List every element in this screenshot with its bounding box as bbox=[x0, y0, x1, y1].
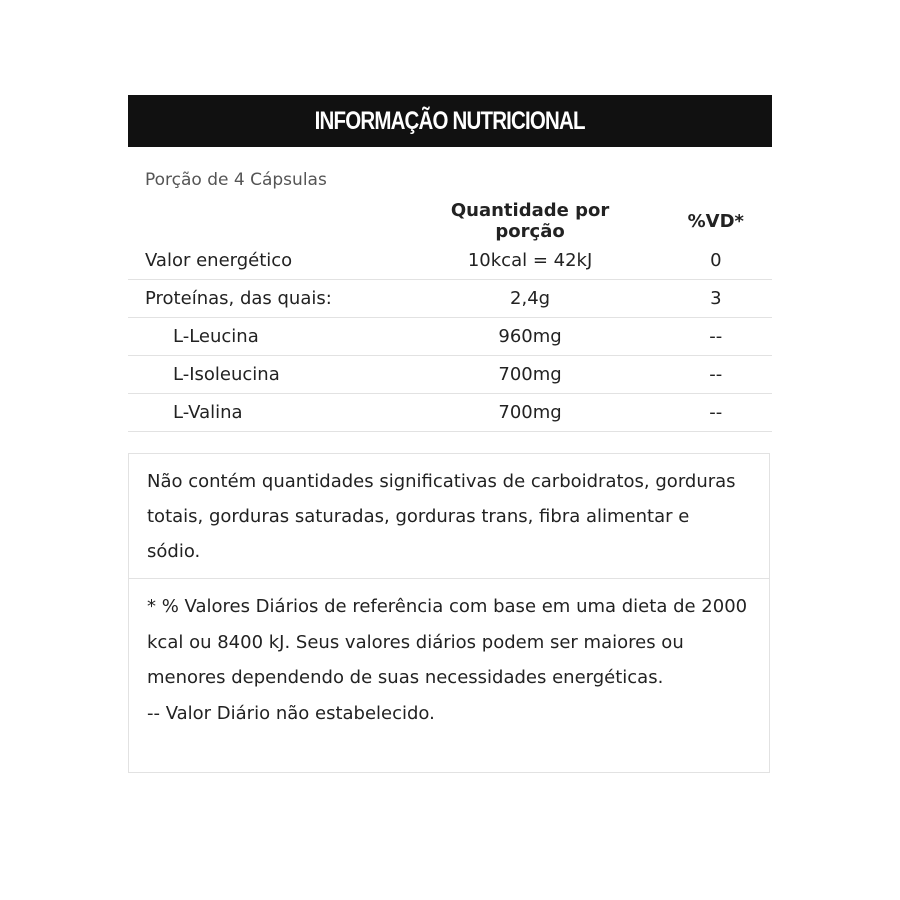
nutrient-quantity: 960mg bbox=[421, 318, 640, 356]
column-header-quantity: Quantidade por porção bbox=[450, 200, 610, 242]
table-header-row bbox=[128, 200, 772, 242]
nutrient-name: L-Leucina bbox=[128, 318, 421, 356]
nutrient-name: L-Isoleucina bbox=[128, 356, 421, 394]
table-row bbox=[128, 394, 772, 432]
notes-box bbox=[128, 453, 770, 773]
nutrient-daily-value: -- bbox=[640, 394, 772, 432]
column-header-nutrient bbox=[128, 200, 421, 242]
nutrient-name: Proteínas, das quais: bbox=[128, 280, 421, 318]
footnotes bbox=[147, 589, 757, 731]
column-header-daily-value: %VD* bbox=[687, 210, 744, 232]
not-contained-note: Não contém quantidades significativas de carboidratos, gorduras totais, gorduras saturadas, gorduras trans, fibra alimentar e sódio. bbox=[147, 471, 736, 562]
nutrient-quantity: 700mg bbox=[421, 394, 640, 432]
table-row bbox=[128, 356, 772, 394]
nutrition-table bbox=[128, 200, 772, 432]
nutrient-daily-value: -- bbox=[640, 356, 772, 394]
notes-divider bbox=[129, 578, 769, 579]
nutrient-quantity: 700mg bbox=[421, 356, 640, 394]
daily-values-note: * % Valores Diários de referência com base em uma dieta de 2000 kcal ou 8400 kJ. Seus valores diários podem ser maiores ou menores dependendo de suas necessidades energéticas. bbox=[147, 596, 748, 688]
nutrition-title: INFORMAÇÃO NUTRICIONAL bbox=[314, 106, 586, 135]
nutrient-name: Valor energético bbox=[128, 242, 421, 280]
table-row bbox=[128, 242, 772, 280]
nutrition-header bbox=[128, 95, 772, 147]
nutrient-daily-value: 0 bbox=[640, 242, 772, 280]
not-established-note: -- Valor Diário não estabelecido. bbox=[147, 702, 435, 724]
nutrient-name: L-Valina bbox=[128, 394, 421, 432]
nutrient-quantity: 2,4g bbox=[421, 280, 640, 318]
table-row bbox=[128, 280, 772, 318]
nutrient-daily-value: 3 bbox=[640, 280, 772, 318]
table-row bbox=[128, 318, 772, 356]
nutrient-daily-value: -- bbox=[640, 318, 772, 356]
nutrient-quantity: 10kcal = 42kJ bbox=[421, 242, 640, 280]
portion-size: Porção de 4 Cápsulas bbox=[145, 170, 327, 190]
